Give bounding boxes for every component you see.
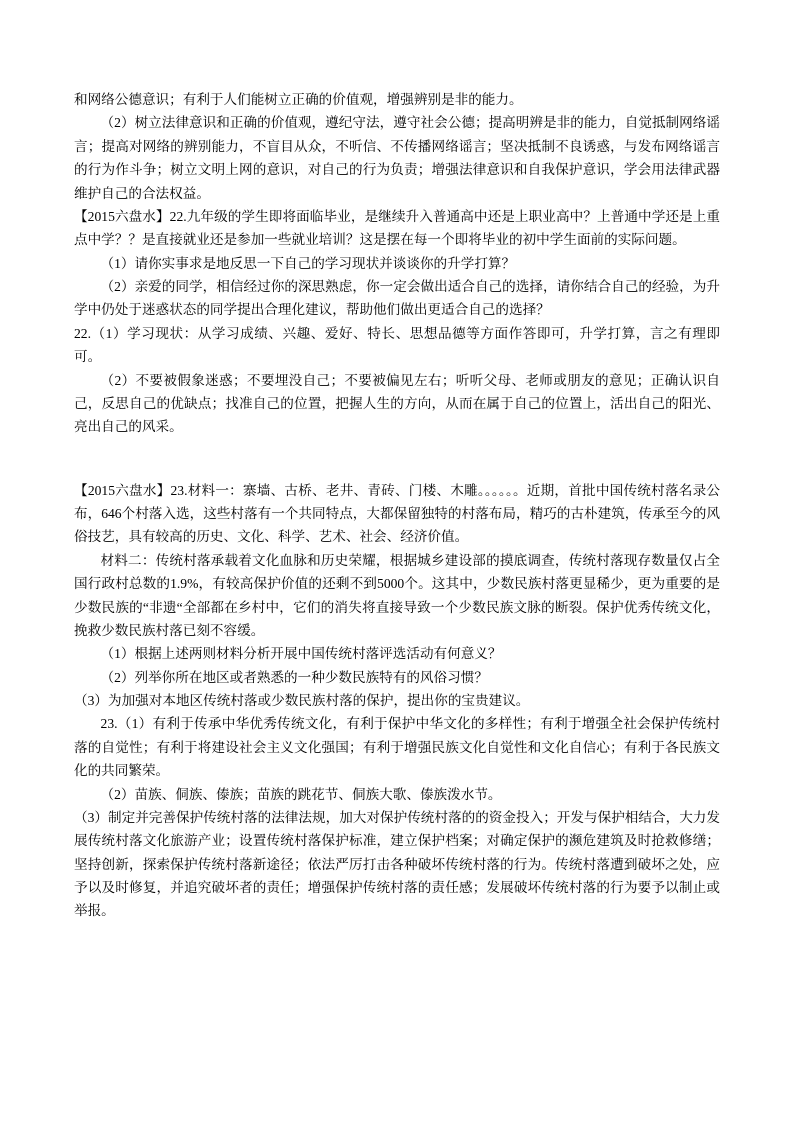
paragraph-question-23-material-2: 【2015六盘水】23.材料一：寨墙、古桥、老井、青砖、门楼、木雕。。。。。。近期，首批中国传统村落名录公布，646个村落入选，这些村落有一个共同特点，大都保留独特的村落布局，精巧的古朴建筑，传承至今的风俗技艺，具有较高的历史、文化、科学、艺术、社会、经济价值。 [74, 482, 720, 545]
section-spacer [74, 439, 720, 479]
paragraph-question-23-2: （1）根据上述两则材料分析开展中国传统村落评选活动有何意义？ [100, 646, 502, 662]
paragraph: （2）树立法律意识和正确的价值观，遵纪守法，遵守社会公德；提高明辨是非的能力，自觉抵制网络谣言；提高对网络的辨别能力，不盲目从众，不听信、不传播网络谣言；坚决抵制不良诱惑，与发布网络谣言的行为作斗争；树立文明上网的意识，对自己的行为负责；增强法律意识和自我保护意识，学会用法律武器维护自己的合法权益。 [74, 115, 720, 201]
paragraph-answer-22-2: （2）不要被假象迷惑；不要埋没自己；不要被偏见左右；听听父母、老师或朋友的意见；正确认识自己，反思自己的优缺点；找准自己的位置，把握人生的方向，从而在属于自己的位置上，活出自己的阳光、亮出自己的风采。 [74, 372, 720, 435]
document-body [74, 88, 720, 923]
paragraph-question-22-2: （2）亲爱的同学，相信经过你的深思熟虑，你一定会做出适合自己的选择，请你结合自己的经验，为升学中仍处于迷惑状态的同学提出合理化建议，帮助他们做出更适合自己的选择？ [74, 279, 720, 318]
paragraph-question-22-stem: 【2015六盘水】22.九年级的学生即将面临毕业，是继续升入普通高中还是上职业高中？上普通中学还是上重点中学？？是直接就业还是参加一些就业培训？这是摆在每一个即将毕业的初中学生面前的实际问题。 [74, 208, 720, 248]
paragraph: 和网络公德意识；有利于人们能树立正确的价值观，增强辨别是非的能力。 [74, 92, 523, 107]
paragraph-question-24-material-1: （3）制定并完善保护传统村落的法律法规，加大对保护传统村落的的资金投入；开发与保护相结合，大力发展传统村落文化旅游产业；设置传统村落保护标准，建立保护档案；对确定保护的濒危建筑及时抢救修缮；坚持创新，探索保护传统村落新途径；依法严厉打击各种破坏传统村落的行为。传统村落遭到破坏之处，应予以及时修复，并追究破坏者的责任；增强保护传统村落的责任感；发展破坏传统村落的行为要予以制止或举报。 [74, 809, 720, 919]
paragraph-answer-23-1: （3）为加强对本地区传统村落或少数民族村落的保护，提出你的宝贵建议。 [74, 693, 530, 708]
paragraph-answer-22-1: 22.（1）学习现状：从学习成绩、兴趣、爱好、特长、思想品德等方面作答即可，升学打算，言之有理即可。 [74, 325, 720, 365]
paragraph-question-23-3: （2）列举你所在地区或者熟悉的一种少数民族特有的风俗习惯？ [100, 669, 488, 685]
paragraph-question-22-1: （1）请你实事求是地反思一下自己的学习现状并谈谈你的升学打算？ [100, 255, 516, 271]
paragraph-answer-23-2: 23.（1）有利于传承中华优秀传统文化，有利于保护中华文化的多样性；有利于增强全社会保护传统村落的自觉性；有利于将建设社会主义文化强国；有利于增强民族文化自觉性和文化自信心；有利于各民族文化的共同繁荣。 [74, 716, 720, 779]
paragraph-question-23-1: 材料二：传统村落承载着文化血脉和历史荣耀，根据城乡建设部的摸底调查，传统村落现存数量仅占全国行政村总数的1.9%，有较高保护价值的还剩不到5000个。这其中，少数民族村落更显稀少，更为重要的是少数民族的“非遗“全部都在乡村中，它们的消失将直接导致一个少数民族文脉的断裂。保护优秀传统文化，挽救少数民族村落已刻不容缓。 [74, 552, 720, 638]
paragraph-answer-23-3: （2）苗族、侗族、傣族；苗族的跳花节、侗族大歌、傣族泼水节。 [100, 786, 502, 802]
